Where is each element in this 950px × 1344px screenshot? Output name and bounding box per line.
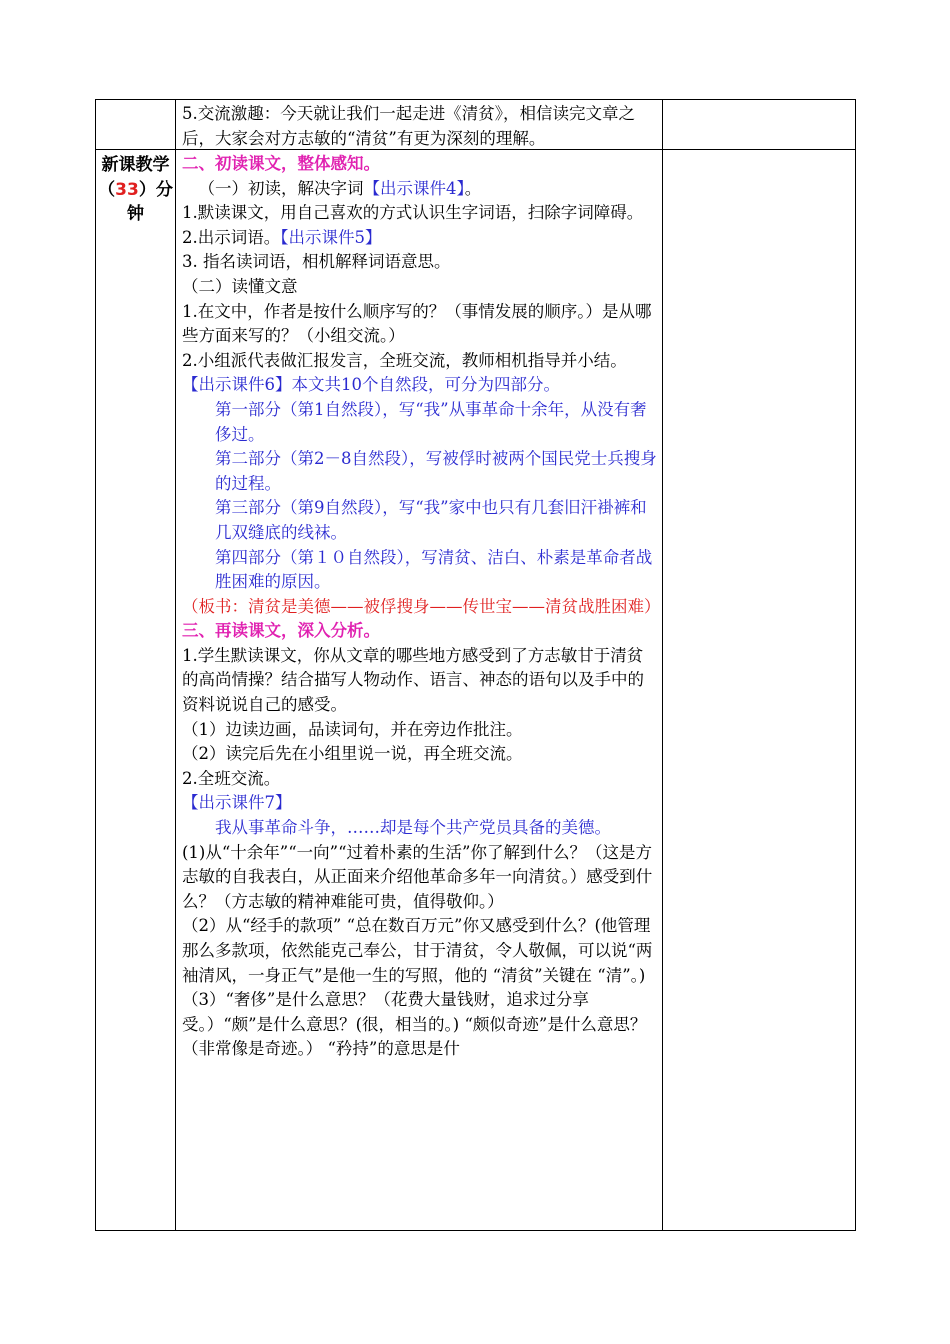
content-cell-intro <box>176 100 663 150</box>
table-row <box>96 100 856 150</box>
notes-cell-intro <box>663 100 856 150</box>
intro-paragraph: 5.交流激趣：今天就让我们一起走进《清贫》，相信读完文章之后，大家会对方志敏的“清贫”有更为深刻的理解。 <box>182 104 635 148</box>
step-3: 3. 指名读词语，相机解释词语意思。 <box>182 252 451 272</box>
courseware-link-6[interactable]: 【出示课件6】 <box>182 375 292 395</box>
section-heading-2: 二、初读课文，整体感知。 <box>182 154 380 173</box>
sub-heading-2: （二）读懂文意 <box>182 276 298 296</box>
content-cell-main <box>176 150 663 1231</box>
courseware-link-4[interactable]: 【出示课件4】 <box>363 178 465 198</box>
label-cell-empty <box>96 100 176 150</box>
part-4: 第四部分（第１０自然段），写清贫、洁白、朴素是革命者战胜困难的原因。 <box>215 547 653 592</box>
quote-text: 我从事革命斗争，……却是每个共产党员具备的美德。 <box>215 818 611 838</box>
step-2: 2.出示词语。 <box>182 227 281 247</box>
lesson-plan-table <box>95 99 856 1231</box>
section-label-title: 新课教学 <box>101 155 170 175</box>
part-3: 第三部分（第9自然段），写“我”家中也只有几套旧汗褂裤和几双缝底的线袜。 <box>215 498 647 542</box>
analysis-2: （2）从“经手的款项” “总在数百万元”你又感受到什么？(他管理那么多款项，依然能克己奉公，甘于清贫，令人敬佩，可以说“两袖清风，一身正气”是他一生的写照，他的 “清贫”关键在 “清”。) <box>182 916 653 985</box>
part-2: 第二部分（第2－8自然段），写被俘时被两个国民党士兵搜身的过程。 <box>215 449 657 493</box>
courseware-link-7[interactable]: 【出示课件7】 <box>182 793 292 813</box>
courseware-link-5[interactable]: 【出示课件5】 <box>280 227 382 247</box>
question-1b: （2）读完后先在小组里说一说，再全班交流。 <box>182 744 523 764</box>
step-1: 1.默读课文，用自己喜欢的方式认识生字词语，扫除字词障碍。 <box>182 203 644 223</box>
paragraph-structure: 本文共10个自然段，可分为四部分。 <box>291 375 560 395</box>
section-label-cell <box>96 150 176 1231</box>
section-label-close: ）分钟 <box>127 179 173 225</box>
notes-cell-main <box>663 150 856 1231</box>
section-heading-3: 三、再读课文，深入分析。 <box>182 621 380 641</box>
question-1a: （1）边读边画，品读词句，并在旁边作批注。 <box>182 719 523 739</box>
question-2: 2.全班交流。 <box>182 768 281 788</box>
table-row <box>96 150 856 1231</box>
part-1: 第一部分（第1自然段），写“我”从事革命十余年，从没有奢侈过。 <box>215 399 647 444</box>
punctuation: 。 <box>464 178 482 198</box>
question-1: 1.学生默读课文，你从文章的哪些地方感受到了方志敏甘于清贫的高尚情操？结合描写人物动作、语言、神态的语句以及手中的资料说说自己的感受。 <box>182 645 644 715</box>
group-report: 2.小组派代表做汇报发言，全班交流，教师相机指导并小结。 <box>182 350 627 370</box>
section-label-minutes: 33 <box>115 179 139 200</box>
section-label-open: （ <box>98 179 116 200</box>
board-note: （板书：清贫是美德——被俘搜身——传世宝——清贫战胜困难） <box>182 596 661 616</box>
sub-heading-1: （一）初读，解决字词 <box>198 178 364 198</box>
analysis-1: (1)从“十余年”“一向”“过着朴素的生活”你了解到什么？（这是方志敏的自我表白，从正面来介绍他革命多年一向清贫。）感受到什么？（方志敏的精神难能可贵，值得敬仰。） <box>182 842 653 911</box>
question-order: 1.在文中，作者是按什么顺序写的？（事情发展的顺序。）是从哪些方面来写的？（小组交流。） <box>182 301 652 346</box>
analysis-3: （3）“奢侈”是什么意思？（花费大量钱财，追求过分享受。）“颇”是什么意思？(很，相当的。) “颇似奇迹”是什么意思？（非常像是奇迹。） “矜持”的意思是什 <box>182 990 647 1059</box>
